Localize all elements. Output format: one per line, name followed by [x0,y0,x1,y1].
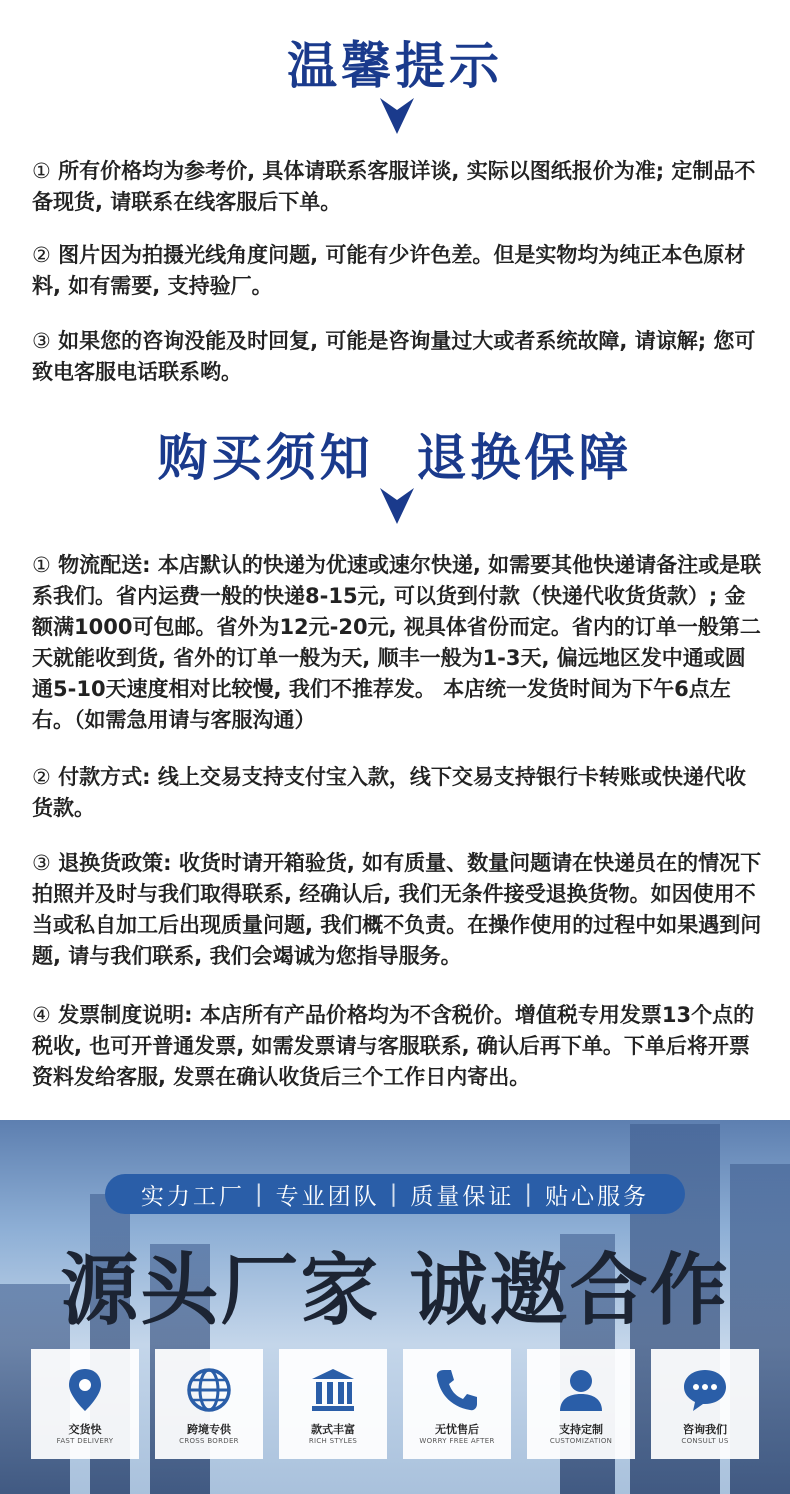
columns-icon [308,1365,358,1415]
service-cards [31,1349,761,1459]
user-icon [556,1365,606,1415]
card-rich-styles[interactable]: 款式丰富 RICH STYLES [279,1349,387,1459]
purchase-title: 购买须知 退换保障 [157,429,633,487]
purchase-item-invoice: ④ 发票制度说明: 本店所有产品价格均为不含税价。增值税专用发票13个点的税收, 也可开普通发票, 如需发票请与客服联系, 确认后再下单。下单后将开票资料发给客服, 发票在确认收货后三个工作日内寄出。 [32,1003,755,1089]
cooperation-banner [0,1120,790,1494]
purchase-item-logistics: ① 物流配送: 本店默认的快递为优速或速尔快递, 如需要其他快递请备注或是联系我们。省内运费一般的快递8-15元, 可以货到付款（快递代收货货款）; 金额满1000可包邮。省外为12元-20元, 视具体省份而定。省内的订单一般第二天就能收到货, 省外的订单一般为天, 顺丰一般为1-3天, 偏远地区发中通或圆通5-10天速度相对比较慢, 我们不推荐发。 本店统一发货时间为下午6点左右。（如需急用请与客服沟通） [32,553,762,732]
feature-tags: 实力工厂 | 专业团队 | 质量保证 | 贴心服务 [105,1174,685,1214]
globe-icon [184,1365,234,1415]
chevron-down-icon [380,488,414,524]
slogan: 源头厂家 诚邀合作 [60,1246,730,1336]
notice-item-2: ② 图片因为拍摄光线角度问题, 可能有少许色差。但是实物均为纯正本色原材料, 如有需要, 支持验厂。 [32,243,746,298]
card-fast-delivery[interactable]: 交货快 FAST DELIVERY [31,1349,139,1459]
purchase-item-payment: ② 付款方式: 线上交易支持支付宝入款，线下交易支持银行卡转账或快递代收货款。 [32,765,746,820]
card-after-sales[interactable]: 无忧售后 WORRY FREE AFTER [403,1349,511,1459]
notice-item-1: ① 所有价格均为参考价, 具体请联系客服详谈, 实际以图纸报价为准; 定制品不备现货, 请联系在线客服后下单。 [32,159,756,214]
notice-item-3: ③ 如果您的咨询没能及时回复, 可能是咨询量过大或者系统故障, 请谅解; 您可致电客服电话联系哟。 [32,329,756,384]
chat-bubble-icon [680,1365,730,1415]
card-cross-border[interactable]: 跨境专供 CROSS BORDER [155,1349,263,1459]
chevron-down-icon [380,98,414,134]
card-consult-us[interactable]: 咨询我们 CONSULT US [651,1349,759,1459]
card-customization[interactable]: 支持定制 CUSTOMIZATION [527,1349,635,1459]
phone-icon [432,1365,482,1415]
purchase-item-return: ③ 退换货政策: 收货时请开箱验货, 如有质量、数量问题请在快递员在的情况下拍照并及时与我们取得联系, 经确认后, 我们无条件接受退换货物。如因使用不当或私自加工后出现质量问题, 我们概不负责。在操作使用的过程中如果遇到问题, 请与我们联系, 我们会竭诚为您指导服务。 [32,851,762,968]
location-pin-icon [60,1365,110,1415]
notice-title: 温馨提示 [287,37,503,95]
